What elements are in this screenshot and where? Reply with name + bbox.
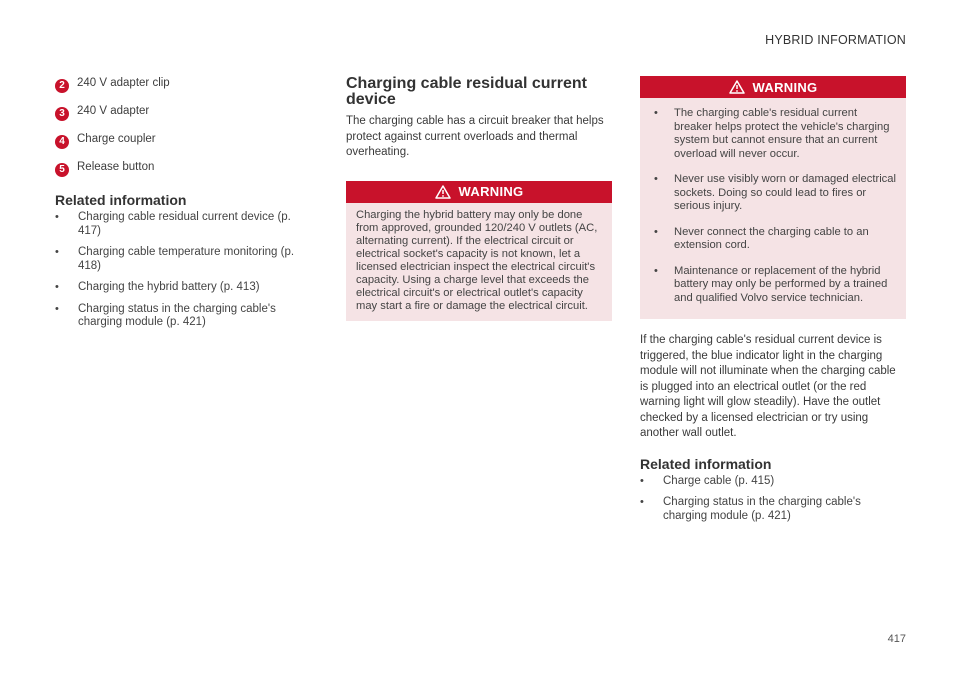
page-number: 417 xyxy=(887,633,906,645)
warning-title: WARNING xyxy=(752,79,818,95)
warning-triangle-icon xyxy=(729,80,745,94)
callout-label: 240 V adapter clip xyxy=(77,77,170,89)
warning-item: • Never connect the charging cable to an extension cord. xyxy=(650,226,896,253)
warning-list xyxy=(650,107,896,305)
callout-number-badge: 4 xyxy=(55,135,69,149)
related-link[interactable]: • Charging the hybrid battery (p. 413) xyxy=(55,281,295,295)
callout-number-badge: 5 xyxy=(55,163,69,177)
callout-item xyxy=(55,104,295,121)
warning-box xyxy=(640,76,906,319)
related-link[interactable]: • Charging status in the charging cable's charging module (p. 421) xyxy=(55,303,295,330)
callout-label: 240 V adapter xyxy=(77,105,150,117)
body-paragraph: If the charging cable's residual current device is triggered, the blue indicator light in the charging module will not illuminate when the charging cable is plugged into an electrical outlet (or the red warning light will glow steadily). Have the outlet checked by a licensed electrician or try using another wall outlet. xyxy=(640,334,896,439)
related-link[interactable]: • Charging cable residual current device (p. 417) xyxy=(55,211,295,238)
intro-paragraph: The charging cable has a circuit breaker that helps protect against current overloads and thermal overheating. xyxy=(346,115,604,158)
callout-label: Release button xyxy=(77,161,155,173)
right-column xyxy=(640,76,906,531)
callout-number-badge: 3 xyxy=(55,107,69,121)
warning-item: • Maintenance or replacement of the hybrid battery may only be performed by a trained and qualified Volvo service technician. xyxy=(650,265,896,306)
warning-header xyxy=(346,181,612,203)
warning-text: Charging the hybrid battery may only be done from approved, grounded 120/240 V outlets (AC, alternating current). If the electrical circuit or electrical socket's capacity is not known, let a licensed electrician inspect the electrical circuit's capacity. Using a charge level that exceeds the electrical circuit's or electrical outlet's capacity may start a fire or damage the electrical circuit. xyxy=(356,208,598,312)
callout-item xyxy=(55,76,295,93)
warning-body xyxy=(640,98,906,319)
callout-label: Charge coupler xyxy=(77,133,156,145)
related-link[interactable]: • Charging cable temperature monitoring (p. 418) xyxy=(55,246,295,273)
callout-number-badge: 2 xyxy=(55,79,69,93)
warning-item: • Never use visibly worn or damaged electrical sockets. Doing so could lead to fires or serious injury. xyxy=(650,173,896,214)
warning-box xyxy=(346,181,612,321)
related-link[interactable]: • Charge cable (p. 415) xyxy=(640,475,906,489)
related-link[interactable]: • Charging status in the charging cable's charging module (p. 421) xyxy=(640,496,906,523)
left-column xyxy=(55,76,295,338)
callout-item xyxy=(55,132,295,149)
middle-column xyxy=(346,76,612,321)
callout-item xyxy=(55,160,295,177)
article-heading: Charging cable residual current device xyxy=(346,75,587,108)
related-information-list xyxy=(55,211,295,330)
related-information-heading: Related information xyxy=(640,455,772,472)
warning-triangle-icon xyxy=(435,185,451,199)
warning-item: • The charging cable's residual current breaker helps protect the vehicle's charging system but cannot ensure that an current overload will never occur. xyxy=(650,107,896,161)
warning-header xyxy=(640,76,906,98)
related-information-list xyxy=(640,475,906,524)
section-title: HYBRID INFORMATION xyxy=(765,33,906,47)
related-information-heading: Related information xyxy=(55,192,187,208)
warning-title: WARNING xyxy=(458,184,524,199)
callout-list xyxy=(55,76,295,177)
